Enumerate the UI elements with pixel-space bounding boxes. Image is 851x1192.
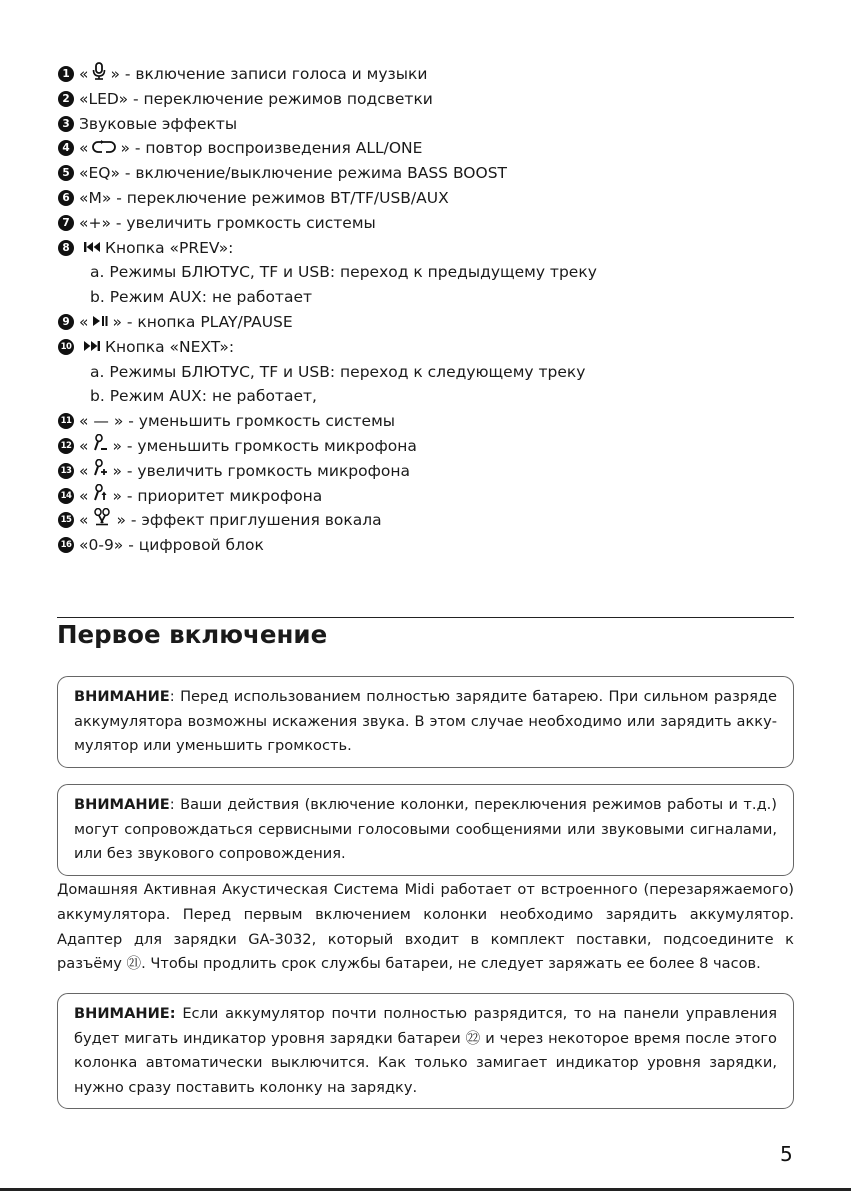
prev-track-icon [83, 236, 101, 260]
item-text: b. Режим AUX: не работает [90, 288, 313, 307]
item-number-badge: 6 [58, 190, 74, 206]
list-item [58, 508, 798, 533]
list-subitem [58, 384, 798, 409]
warning-label: ВНИМАНИЕ [74, 688, 170, 705]
item-prefix: « [79, 139, 89, 158]
list-item [58, 434, 798, 459]
item-text: » - кнопка PLAY/PAUSE [112, 312, 293, 331]
list-item [58, 186, 798, 211]
item-text: » - повтор воспроизведения ALL/ONE [120, 139, 423, 158]
warning-text: : Перед использованием полностью зарядите батарею. При сильном разряде аккумулятора возможны искажения звука. В этом случае необходимо или зарядить акку-мулятор или уменьшить громкость. [74, 688, 777, 754]
section-title: Первое включение [57, 620, 328, 649]
warning-label: ВНИМАНИЕ: [74, 1005, 176, 1022]
list-subitem [58, 360, 798, 385]
repeat-icon [92, 137, 116, 161]
item-prefix: « [79, 461, 89, 480]
vocal-cut-icon [92, 508, 112, 533]
list-item [58, 310, 798, 335]
list-item [58, 459, 798, 484]
item-number-badge: 2 [58, 91, 74, 107]
item-text: «LED» - переключение режимов подсветки [79, 89, 433, 108]
body-paragraph: Домашняя Активная Акустическая Система Midi работает от встроенного (перезаряжаемого) аккумулятора. Перед первым включением колонки необходимо зарядить аккумулятор. Адаптер для зарядки GA-3032, который входит в комплект поставки, подсоедините к разъёму ㉑. Чтобы продлить срок службы батареи, не следует заряжать ее более 8 часов. [57, 881, 794, 973]
item-prefix: « [79, 511, 89, 530]
item-text: » - увеличить громкость микрофона [112, 461, 410, 480]
list-item [58, 335, 798, 360]
list-item [58, 409, 798, 434]
item-text: Кнопка «NEXT»: [105, 337, 235, 356]
list-item [58, 112, 798, 137]
list-item [58, 87, 798, 112]
warning-text: : Ваши действия (включение колонки, переключения режимов работы и т.д.) могут сопровождаться сервисными голосовыми сообщениями или звуковыми сигналами, или без звукового сопровождения. [74, 796, 777, 862]
item-number-badge: 11 [58, 413, 74, 429]
page-number: 5 [780, 1142, 793, 1166]
item-text: «+» - увеличить громкость системы [79, 213, 376, 232]
feature-list [58, 62, 798, 558]
item-prefix: « [79, 486, 89, 505]
item-number-badge: 10 [58, 339, 74, 355]
warning-box [57, 784, 794, 876]
item-text: » - уменьшить громкость микрофона [112, 436, 417, 455]
next-track-icon [83, 335, 101, 359]
warning-label: ВНИМАНИЕ [74, 796, 170, 813]
item-prefix: « [79, 65, 89, 83]
mic-priority-icon [92, 484, 108, 509]
warning-box [57, 993, 794, 1109]
list-item [58, 236, 798, 261]
bottom-divider [0, 1188, 851, 1191]
item-text: b. Режим AUX: не работает, [90, 387, 317, 406]
item-text: Кнопка «PREV»: [105, 238, 234, 257]
item-number-badge: 16 [58, 537, 74, 553]
list-item [58, 161, 798, 186]
item-number-badge: 5 [58, 165, 74, 181]
play-pause-icon [92, 310, 108, 334]
item-number-badge: 9 [58, 314, 74, 330]
warning-box [57, 676, 794, 768]
warning-text: Если аккумулятор почти полностью разрядится, то на панели управления будет мигать индикатор уровня зарядки батареи ㉒ и через некоторое время после этого колонка автоматически выключится. Как только замигает индикатор уровня зарядки, нужно сразу поставить колонку на зарядку. [74, 1005, 777, 1096]
section-divider [57, 617, 794, 618]
list-item [58, 136, 798, 161]
item-number-badge: 1 [58, 66, 74, 82]
microphone-icon [92, 62, 106, 87]
list-subitem [58, 260, 798, 285]
item-number-badge: 4 [58, 140, 74, 156]
item-text: « — » - уменьшить громкость системы [79, 412, 396, 431]
item-text: » - включение записи голоса и музыки [110, 65, 428, 83]
list-item [58, 533, 798, 558]
item-text: a. Режимы БЛЮТУС, TF и USB: переход к следующему треку [90, 362, 586, 381]
item-text: «0-9» - цифровой блок [79, 536, 264, 555]
list-subitem [58, 285, 798, 310]
item-number-badge: 13 [58, 463, 74, 479]
list-item [58, 211, 798, 236]
item-text: » - приоритет микрофона [112, 486, 323, 505]
item-number-badge: 7 [58, 215, 74, 231]
mic-volume-down-icon [92, 434, 108, 459]
item-text: «EQ» - включение/выключение режима BASS BOOST [79, 164, 508, 183]
mic-volume-up-icon [92, 459, 108, 484]
item-number-badge: 3 [58, 116, 74, 132]
item-number-badge: 12 [58, 438, 74, 454]
item-number-badge: 15 [58, 512, 74, 528]
item-text: «M» - переключение режимов BT/TF/USB/AUX [79, 188, 449, 207]
list-item [58, 62, 798, 87]
item-text: a. Режимы БЛЮТУС, TF и USB: переход к предыдущему треку [90, 263, 597, 282]
list-item [58, 484, 798, 509]
item-text: » - эффект приглушения вокала [116, 511, 382, 530]
item-number-badge: 14 [58, 488, 74, 504]
item-number-badge: 8 [58, 240, 74, 256]
item-prefix: « [79, 312, 89, 331]
item-prefix: « [79, 436, 89, 455]
item-text: Звуковые эффекты [79, 114, 238, 133]
